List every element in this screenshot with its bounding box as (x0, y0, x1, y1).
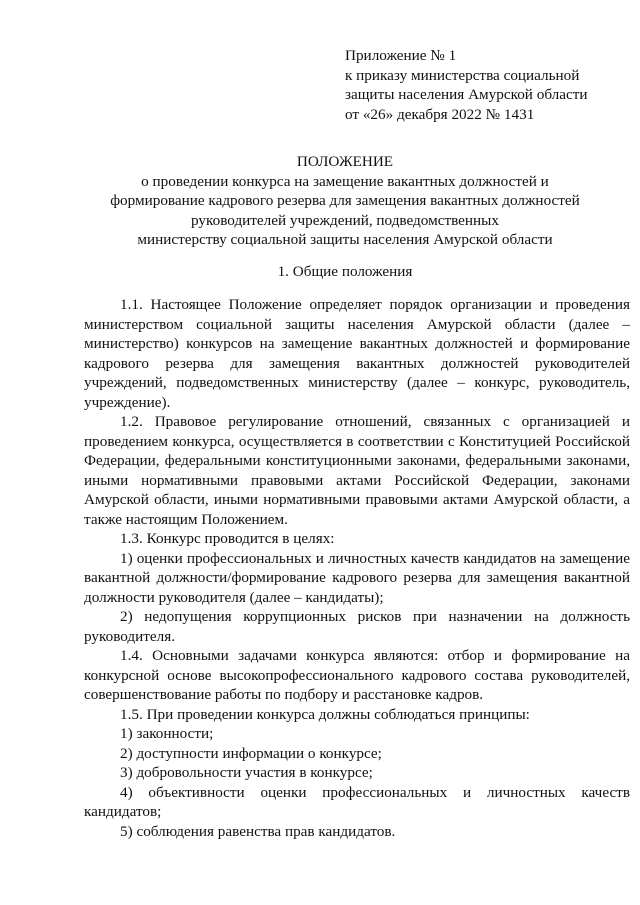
paragraph: 1.1. Настоящее Положение определяет порядок организации и проведения министерством социальной защиты населения Амурской области (далее – министерство) конкурсов на замещение вакантных должностей и формирование кадрового резерва для замещения вакантных должностей руководителей учреждений, подведомственных министерству (далее – конкурс, руководитель, учреждение). (84, 296, 630, 411)
annex-header (345, 46, 625, 124)
title-line: ПОЛОЖЕНИЕ (296, 153, 394, 170)
title-line: министерству социальной защиты населения Амурской области (137, 231, 553, 248)
paragraph: 1.4. Основными задачами конкурса являются: отбор и формирование на конкурсной основе высокопрофессионального кадрового состава руководителей, совершенствование работы по подбору и расстановке кадров. (84, 647, 630, 703)
section-heading: 1. Общие положения (277, 263, 413, 280)
list-item: 3) добровольности участия в конкурсе; (120, 764, 373, 781)
annex-line: защиты населения Амурской области (345, 86, 588, 103)
list-item: 4) объективности оценки профессиональных и личностных качеств кандидатов; (84, 783, 630, 820)
title-line: руководителей учреждений, подведомственных (191, 211, 499, 229)
paragraph: 1.3. Конкурс проводится в целях: (120, 530, 335, 547)
paragraph: 2) недопущения коррупционных рисков при назначении на должность руководителя. (84, 608, 630, 645)
title-line: формирование кадрового резерва для замещения вакантных должностей (110, 192, 580, 209)
paragraph: 1.5. При проведении конкурса должны соблюдаться принципы: (120, 705, 530, 723)
paragraph: 1) оценки профессиональных и личностных качеств кандидатов на замещение вакантной должности/формирование кадрового резерва для замещения вакантной должности руководителя (далее – кандидаты); (84, 549, 630, 606)
list-item: 5) соблюдения равенства прав кандидатов. (120, 822, 396, 840)
title-line: о проведении конкурса на замещение вакантных должностей и (141, 172, 549, 190)
document-body (84, 295, 630, 841)
list-item: 2) доступности информации о конкурсе; (120, 744, 382, 762)
document-title (60, 152, 630, 250)
list-item: 1) законности; (120, 725, 214, 742)
annex-line: к приказу министерства социальной (345, 66, 580, 84)
annex-line: Приложение № 1 (345, 47, 457, 64)
paragraph: 1.2. Правовое регулирование отношений, связанных с организацией и проведением конкурса, осуществляется в соответствии с Конституцией Российской Федерации, федеральными конституционными законами, федеральными законами, иными нормативными правовыми актами Российской Федерации, законами Амурской области, иными нормативными правовыми актами Амурской области, а также настоящим Положением. (84, 413, 630, 528)
annex-line: от «26» декабря 2022 № 1431 (345, 105, 535, 123)
